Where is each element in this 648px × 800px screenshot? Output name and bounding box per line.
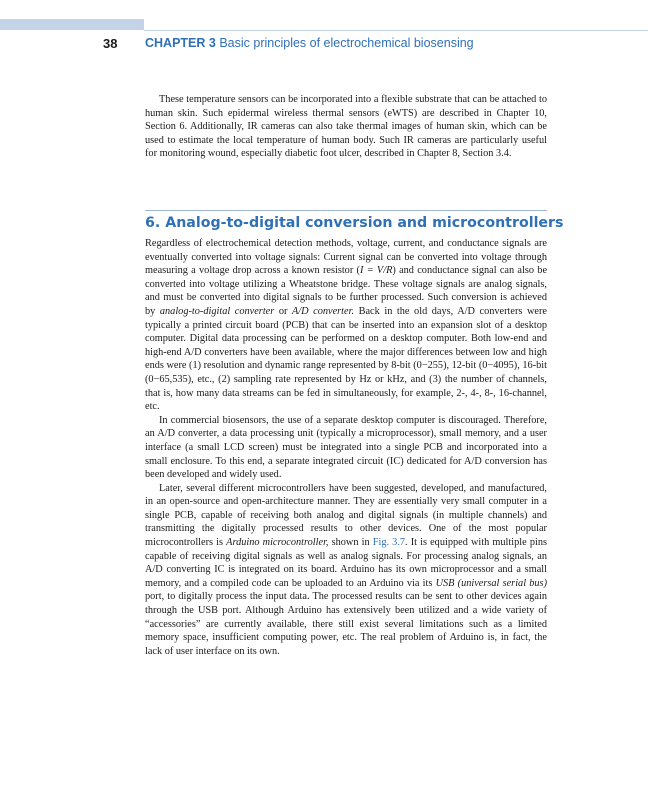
- p1-text-c: or: [274, 305, 292, 317]
- section-rule: [145, 210, 547, 211]
- page-number: 38: [103, 36, 118, 51]
- paragraph-3: [145, 482, 547, 659]
- chapter-title: Basic principles of electrochemical biosensing: [219, 36, 474, 50]
- intro-paragraph: These temperature sensors can be incorporated into a flexible substrate that can be attached to human skin. Such epidermal wireless thermal sensors (eWTS) are described in Chapter 10, Section 6. Additionally, IR cameras can also take thermal images of human skin, which can be used to estimate the local temperature of human body. Such IR cameras are particularly useful for monitoring wound, especially diabetic foot ulcer, described in Chapter 8, Section 3.4.: [145, 94, 547, 160]
- p3-text-d: port, to digitally process the input data. The processed results can be sent to other devices again through the USB port. Although Arduino has extensively been utilized and a wide variety of “accessories” are currently available, there still exist several limitations such as a limited memory space, insufficient computing power, etc. The real problem of Arduino is, in fact, the lack of user interface on its own.: [145, 591, 547, 657]
- intro-block: [145, 93, 547, 161]
- header-accent-bar: [0, 19, 144, 30]
- section-body: [145, 237, 547, 658]
- p3-text-a: Later, several different microcontrollers have been suggested, developed, and manufactured, in an open-source and open-architecture manner. They are essentially very small computer in a single PCB, capable of receiving both analog and digital signals (in multiple channels) and transmitting the digitally processed results to other devices. One of the most popular microcontrollers is: [145, 482, 547, 549]
- section-heading: [145, 215, 565, 231]
- paragraph-2: In commercial biosensors, the use of a separate desktop computer is discouraged. Therefore, an A/D converter, a data processing unit (typically a microprocessor), small memory, and a user interface (a small LCD screen) must be integrated into a single PCB and incorporated into a small enclosure. To this end, a separate integrated circuit (IC) dedicated for A/D conversion has been developed and widely used.: [145, 414, 547, 481]
- section-number: 6.: [145, 215, 161, 231]
- header-rule: [144, 30, 648, 31]
- running-head: [145, 36, 474, 50]
- paragraph-1: [145, 237, 547, 414]
- figure-reference-link[interactable]: Fig. 3.7: [372, 537, 406, 549]
- section-title: Analog-to-digital conversion and microcontrollers: [165, 215, 564, 231]
- p1-text-b: ) and conductance signal can also be converted into voltage utilizing a Wheatstone bridge. These voltage signals are analog signals, and must be converted into digital signals to be further processed. Such conversion is achieved by: [145, 265, 548, 317]
- p1-term-ad: A/D converter.: [291, 305, 355, 317]
- p1-text-a: Regardless of electrochemical detection methods, voltage, current, and conductance signals are eventually converted into voltage signals: Current signal can be converted into voltage through measuring a voltage drop across a known resistor (: [145, 238, 547, 277]
- p1-formula: I = V/R: [359, 265, 393, 277]
- p1-text-d: Back in the old days, A/D converters were typically a printed circuit board (PCB) that can be inserted into an expansion slot of a desktop computer. Digital data processing can be performed on a desktop computer. Both low-end and high-end A/D converters have been available, where the major differences between low and high ends were (1) resolution and dynamic range represented by 8-bit (0−255), 12-bit (0−4095), 16-bit (0−65,535), etc., (2) sampling rate represented by Hz or kHz, and (3) the number of channels, that is, how many data streams can be fed in simultaneously, for example, 2-, 4-, 8-, 16-channel, etc.: [145, 305, 548, 413]
- p3-text-b: shown in: [328, 537, 373, 549]
- p1-term-adc: analog-to-digital converter: [159, 305, 275, 317]
- chapter-label: CHAPTER 3: [145, 36, 216, 50]
- p3-text-c: . It is equipped with multiple pins capable of receiving digital signals as well as analog signals. For processing analog signals, an A/D converting IC is integrated on its board. Arduino has its own microprocessor and a small memory, and a compiled code can be uploaded to an Arduino via its: [145, 537, 547, 589]
- p3-term-usb: USB (universal serial bus): [435, 577, 547, 589]
- p3-term-arduino: Arduino microcontroller,: [226, 537, 329, 549]
